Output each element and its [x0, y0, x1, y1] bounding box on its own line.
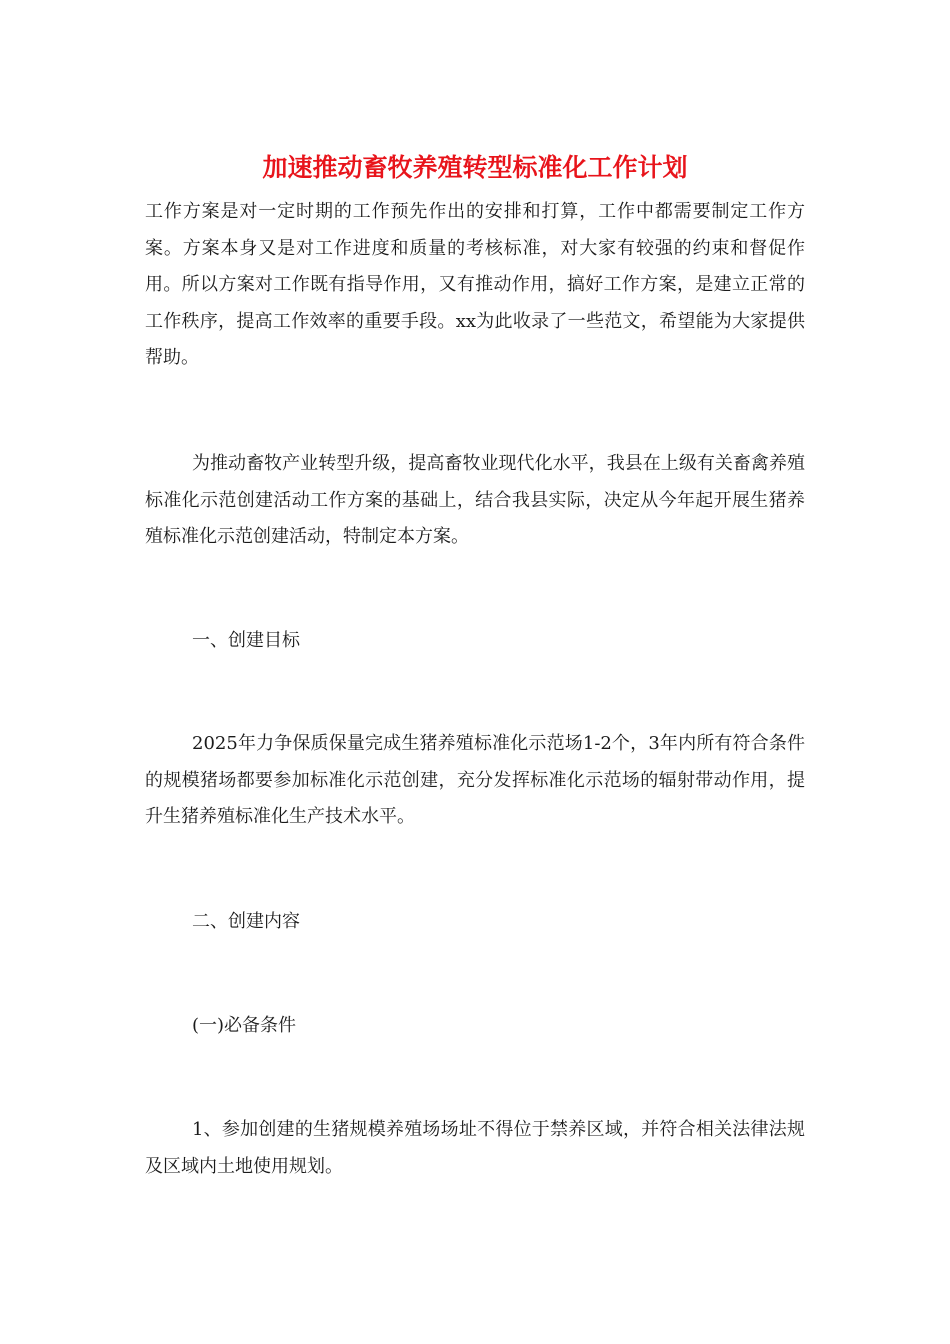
intro-paragraph: 工作方案是对一定时期的工作预先作出的安排和打算，工作中都需要制定工作方案。方案本身又是对工作进度和质量的考核标准，对大家有较强的约束和督促作用。所以方案对工作既有指导作用，又有推动作用，搞好工作方案，是建立正常的工作秩序，提高工作效率的重要手段。xx为此收录了一些范文，希望能为大家提供帮助。 — [145, 201, 805, 368]
body-paragraph-goals: 2025年力争保质保量完成生猪养殖标准化示范场1-2个，3年内所有符合条件的规模猪场都要参加标准化示范创建，充分发挥标准化示范场的辐射带动作用，提升生猪养殖标准化生产技术水平。 — [145, 733, 805, 827]
body-paragraph-requirement-1: 1、参加创建的生猪规模养殖场场址不得位于禁养区域，并符合相关法律法规及区域内土地使用规划。 — [145, 1119, 805, 1177]
section-heading-goals: 一、创建目标 — [192, 630, 300, 651]
subsection-heading-requirements: (一)必备条件 — [192, 1015, 297, 1036]
body-paragraph-purpose: 为推动畜牧产业转型升级，提高畜牧业现代化水平，我县在上级有关畜禽养殖标准化示范创建活动工作方案的基础上，结合我县实际，决定从今年起开展生猪养殖标准化示范创建活动，特制定本方案。 — [145, 453, 805, 547]
document-title: 加速推动畜牧养殖转型标准化工作计划 — [262, 153, 688, 182]
section-heading-content: 二、创建内容 — [192, 911, 300, 932]
